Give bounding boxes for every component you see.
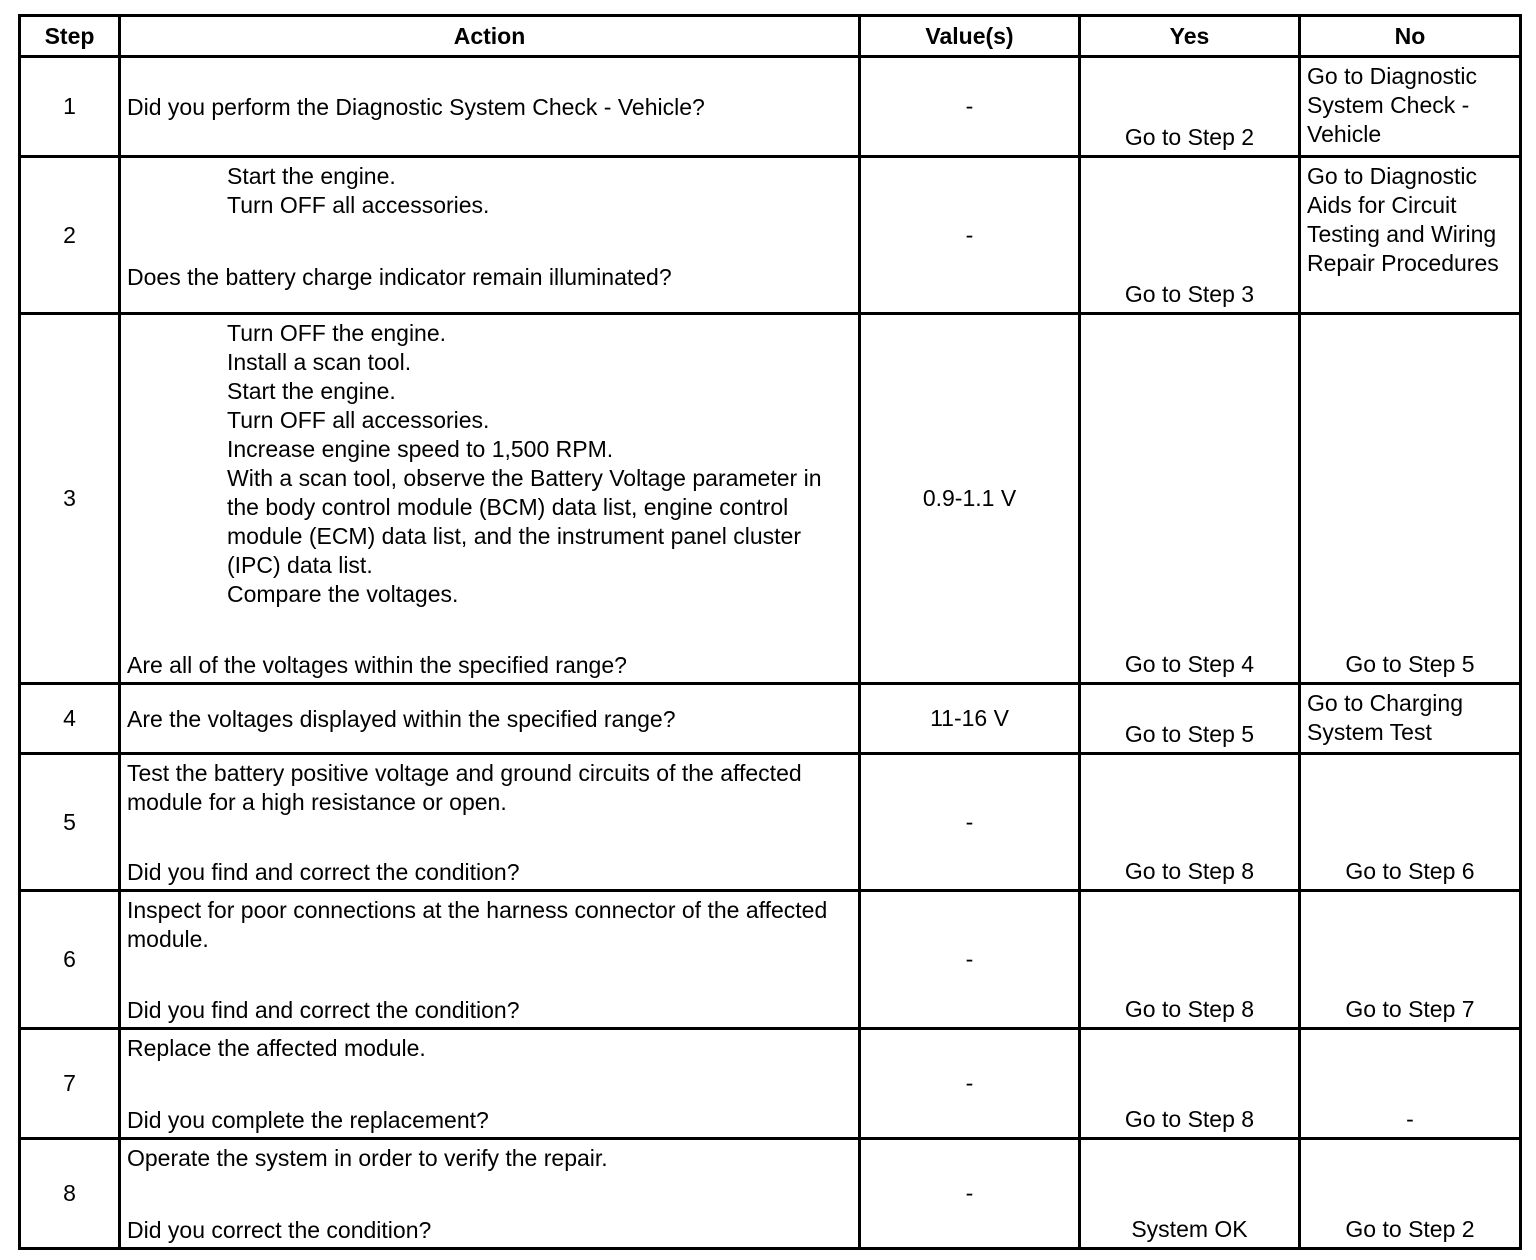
yes-cell: System OK bbox=[1080, 1139, 1300, 1249]
yes-cell: Go to Step 8 bbox=[1080, 891, 1300, 1029]
action-bullet: Start the engine. bbox=[227, 163, 396, 189]
yes-cell: Go to Step 2 bbox=[1080, 57, 1300, 157]
step-number: 2 bbox=[20, 157, 120, 314]
value-cell: - bbox=[860, 891, 1080, 1029]
action-bullet: With a scan tool, observe the Battery Voltage parameter in the body control module (BCM) data list, engine control module (ECM) data list, and the instrument panel cluster (IPC) data list. bbox=[227, 465, 822, 578]
action-question: Did you complete the replacement? bbox=[127, 1107, 489, 1133]
header-action: Action bbox=[120, 16, 860, 57]
action-question: Did you find and correct the condition? bbox=[127, 859, 520, 885]
action-bullet: Increase engine speed to 1,500 RPM. bbox=[227, 436, 614, 462]
action-bullet: Compare the voltages. bbox=[227, 581, 459, 607]
header-step: Step bbox=[20, 16, 120, 57]
yes-cell: Go to Step 8 bbox=[1080, 754, 1300, 891]
step-number: 1 bbox=[20, 57, 120, 157]
step-number: 7 bbox=[20, 1029, 120, 1139]
no-cell: Go to Diagnostic System Check - Vehicle bbox=[1300, 57, 1521, 157]
action-text: Operate the system in order to verify the repair. bbox=[127, 1145, 608, 1171]
action-bullet: Install a scan tool. bbox=[227, 349, 412, 375]
no-cell: Go to Step 5 bbox=[1300, 314, 1521, 684]
action-cell bbox=[120, 684, 860, 754]
yes-cell: Go to Step 5 bbox=[1080, 684, 1300, 754]
no-cell: Go to Charging System Test bbox=[1300, 684, 1521, 754]
action-question: Are all of the voltages within the specified range? bbox=[127, 652, 627, 678]
table-row bbox=[20, 157, 1521, 314]
action-cell bbox=[120, 1139, 860, 1249]
table-row bbox=[20, 754, 1521, 891]
table-row bbox=[20, 891, 1521, 1029]
value-cell: - bbox=[860, 1139, 1080, 1249]
action-cell bbox=[120, 1029, 860, 1139]
table-row bbox=[20, 57, 1521, 157]
step-number: 5 bbox=[20, 754, 120, 891]
action-bullet: Turn OFF all accessories. bbox=[227, 407, 490, 433]
yes-cell: Go to Step 4 bbox=[1080, 314, 1300, 684]
no-cell: Go to Step 7 bbox=[1300, 891, 1521, 1029]
action-question: Are the voltages displayed within the specified range? bbox=[127, 706, 676, 732]
value-cell: 11-16 V bbox=[860, 684, 1080, 754]
action-bullet: Start the engine. bbox=[227, 378, 396, 404]
action-text: Test the battery positive voltage and ground circuits of the affected module for a high resistance or open. bbox=[127, 760, 802, 815]
action-question: Did you find and correct the condition? bbox=[127, 997, 520, 1023]
step-number: 6 bbox=[20, 891, 120, 1029]
diagnostic-table bbox=[18, 14, 1522, 1250]
no-cell: - bbox=[1300, 1029, 1521, 1139]
table-row bbox=[20, 684, 1521, 754]
action-cell bbox=[120, 157, 860, 314]
value-cell: - bbox=[860, 157, 1080, 314]
header-no: No bbox=[1300, 16, 1521, 57]
table-row bbox=[20, 1139, 1521, 1249]
action-question: Did you perform the Diagnostic System Check - Vehicle? bbox=[127, 94, 705, 120]
value-cell: 0.9-1.1 V bbox=[860, 314, 1080, 684]
action-bullet: Turn OFF all accessories. bbox=[227, 192, 490, 218]
action-cell bbox=[120, 57, 860, 157]
action-text: Replace the affected module. bbox=[127, 1035, 426, 1061]
header-values: Value(s) bbox=[860, 16, 1080, 57]
action-text: Inspect for poor connections at the harness connector of the affected module. bbox=[127, 897, 828, 952]
header-yes: Yes bbox=[1080, 16, 1300, 57]
no-cell: Go to Step 2 bbox=[1300, 1139, 1521, 1249]
value-cell: - bbox=[860, 57, 1080, 157]
step-number: 3 bbox=[20, 314, 120, 684]
table-row bbox=[20, 314, 1521, 684]
header-row bbox=[20, 16, 1521, 57]
action-cell bbox=[120, 314, 860, 684]
yes-cell: Go to Step 3 bbox=[1080, 157, 1300, 314]
action-question: Does the battery charge indicator remain illuminated? bbox=[127, 264, 672, 290]
yes-cell: Go to Step 8 bbox=[1080, 1029, 1300, 1139]
action-cell bbox=[120, 891, 860, 1029]
action-question: Did you correct the condition? bbox=[127, 1217, 432, 1243]
step-number: 4 bbox=[20, 684, 120, 754]
action-bullet: Turn OFF the engine. bbox=[227, 320, 447, 346]
value-cell: - bbox=[860, 1029, 1080, 1139]
no-cell: Go to Diagnostic Aids for Circuit Testing and Wiring Repair Procedures bbox=[1300, 157, 1521, 314]
action-cell bbox=[120, 754, 860, 891]
no-cell: Go to Step 6 bbox=[1300, 754, 1521, 891]
value-cell: - bbox=[860, 754, 1080, 891]
table-row bbox=[20, 1029, 1521, 1139]
step-number: 8 bbox=[20, 1139, 120, 1249]
